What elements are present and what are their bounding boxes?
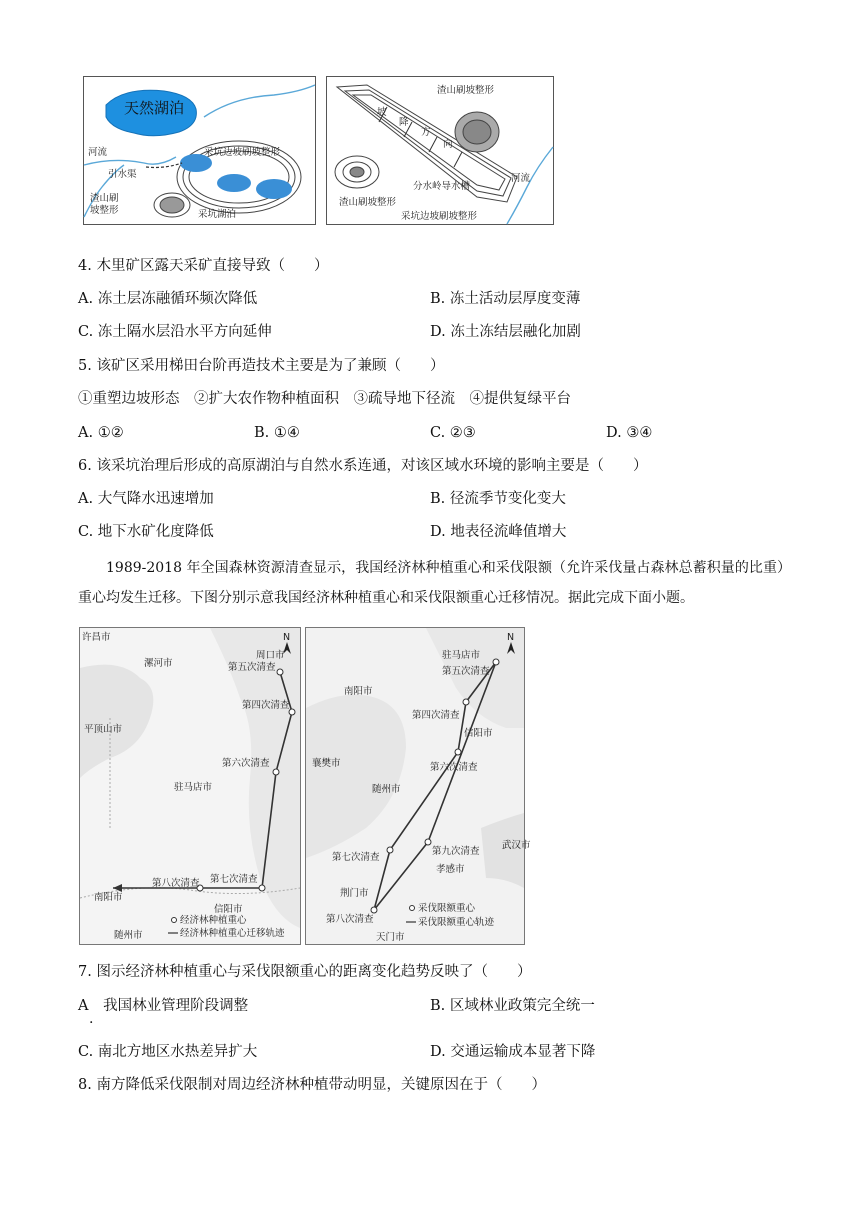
q7-option-a-letter: A (78, 998, 89, 1014)
legend-center-left: 经济林种植重心 (180, 915, 247, 926)
point-5 (277, 669, 283, 675)
city-xinyang-right: 信阳市 (464, 728, 493, 739)
city-jingmen-right: 荆门市 (340, 888, 369, 899)
slag-label-1: 渣山刷 (90, 193, 119, 204)
slope-label: 采坑边坡刷坡整形 (204, 147, 281, 158)
legend-track-left: 经济林种植重心迁移轨迹 (180, 928, 285, 939)
q7-option-a-text: 我国林业管理阶段调整 (103, 998, 249, 1014)
mine-diagram-left (83, 76, 316, 225)
natural-lake-label: 天然湖泊 (124, 99, 185, 117)
q7-option-d[interactable]: D. 交通运输成本显著下降 (430, 1044, 596, 1060)
city-xinyang: 信阳市 (214, 904, 243, 915)
city-tianmen-right: 天门市 (376, 932, 405, 943)
q5-option-a[interactable]: A. ①② (78, 425, 124, 441)
label-survey-6-right: 第六次清查 (430, 762, 478, 773)
city-wuhan-right: 武汉市 (502, 840, 531, 851)
label-survey-7-right: 第七次清查 (332, 852, 380, 863)
q6-option-a[interactable]: A. 大气降水迅速增加 (78, 491, 214, 507)
point-4-right (463, 699, 469, 705)
mine-diagram-right (326, 76, 554, 225)
label-survey-8: 第八次清查 (152, 878, 200, 889)
slope-label-right: 采坑边坡刷坡整形 (401, 211, 478, 222)
legend-track-right: 采伐限额重心轨迹 (418, 917, 495, 928)
city-xiangfan-right: 襄樊市 (312, 758, 341, 769)
dir-char-4: 向 (443, 139, 453, 150)
city-pingdingshan: 平顶山市 (84, 724, 123, 735)
label-survey-8-right: 第八次清查 (326, 914, 374, 925)
q5-stem: 5. 该矿区采用梯田台阶再造技术主要是为了兼顾（ ） (78, 358, 445, 374)
city-zhumadian: 驻马店市 (174, 782, 213, 793)
label-survey-6: 第六次清查 (222, 758, 270, 769)
label-survey-5: 第五次清查 (228, 662, 276, 673)
point-8-right (371, 907, 377, 913)
q4-stem: 4. 木里矿区露天采矿直接导致（ ） (78, 258, 329, 274)
city-suizhou-right: 随州市 (372, 784, 401, 795)
channel-label: 引水渠 (108, 169, 137, 180)
q5-option-c[interactable]: C. ②③ (430, 425, 476, 441)
city-xuchang: 许昌市 (82, 632, 111, 643)
q6-option-b[interactable]: B. 径流季节变化变大 (430, 491, 566, 507)
q5-option-b[interactable]: B. ①④ (254, 425, 300, 441)
river-label: 河流 (88, 147, 108, 158)
city-nanyang: 南阳市 (94, 892, 123, 903)
label-survey-9-right: 第九次清查 (432, 846, 480, 857)
label-survey-4: 第四次清查 (242, 700, 290, 711)
point-4 (289, 709, 295, 715)
label-survey-5-right: 第五次清查 (442, 666, 490, 677)
dir-char-1: 坡 (377, 107, 387, 118)
river-label-right: 河流 (511, 173, 531, 184)
city-luohe: 漯河市 (144, 658, 173, 669)
dir-char-3: 方 (421, 127, 431, 138)
divide-label: 分水岭导水槽 (413, 181, 471, 192)
city-suizhou: 随州市 (114, 930, 143, 941)
q4-option-d[interactable]: D. 冻土冻结层融化加剧 (430, 324, 581, 340)
q6-stem: 6. 该采坑治理后形成的高原湖泊与自然水系连通，对该区域水环境的影响主要是（ ） (78, 458, 648, 474)
slag-top-label: 渣山刷坡整形 (437, 85, 495, 96)
q7-option-a-dot: . (89, 1011, 94, 1027)
city-xiaogan-right: 孝感市 (436, 864, 465, 875)
q7-option-a[interactable] (78, 996, 248, 1016)
q7-stem: 7. 图示经济林种植重心与采伐限额重心的距离变化趋势反映了（ ） (78, 964, 532, 980)
passage: 1989-2018 年全国森林资源清查显示，我国经济林种植重心和采伐限额（允许采伐量占森林总蓄积量的比重）重心均发生迁移。下图分别示意我国经济林种植重心和采伐限额重心迁移情况。据此完成下面小题。 (78, 560, 784, 606)
dir-char-2: 降 (399, 117, 409, 128)
q7-option-b[interactable]: B. 区域林业政策完全统一 (430, 998, 595, 1014)
city-nanyang-right: 南阳市 (344, 686, 373, 697)
q6-option-c[interactable]: C. 地下水矿化度降低 (78, 524, 214, 540)
slag-bottom-label: 渣山刷坡整形 (339, 197, 397, 208)
q6-option-d[interactable]: D. 地表径流峰值增大 (430, 524, 567, 540)
q5-option-d[interactable]: D. ③④ (606, 425, 653, 441)
label-survey-4-right: 第四次清查 (412, 710, 460, 721)
city-zhoukou: 周口市 (256, 650, 285, 661)
q4-option-c[interactable]: C. 冻土隔水层沿水平方向延伸 (78, 324, 272, 340)
q8-stem: 8. 南方降低采伐限制对周边经济林种植带动明显，关键原因在于（ ） (78, 1077, 546, 1093)
north-label-right: N (507, 632, 515, 643)
pit-lake-label: 采坑湖泊 (198, 209, 237, 220)
point-7 (259, 885, 265, 891)
point-7-right (387, 847, 393, 853)
north-label-left: N (283, 632, 291, 643)
label-survey-7: 第七次清查 (210, 874, 258, 885)
q4-option-a[interactable]: A. 冻土层冻融循环频次降低 (78, 291, 258, 307)
city-zhumadian-right: 驻马店市 (442, 650, 481, 661)
point-6-right (455, 749, 461, 755)
forest-center-map-left (79, 627, 301, 945)
slag-label-2: 坡整形 (90, 205, 119, 216)
q7-option-c[interactable]: C. 南北方地区水热差异扩大 (78, 1044, 258, 1060)
point-6 (273, 769, 279, 775)
point-9-right (425, 839, 431, 845)
q5-items: ①重塑边坡形态 ②扩大农作物种植面积 ③疏导地下径流 ④提供复绿平台 (78, 391, 571, 407)
legend-center-right: 采伐限额重心 (418, 903, 476, 914)
q4-option-b[interactable]: B. 冻土活动层厚度变薄 (430, 291, 581, 307)
forest-center-map-right (305, 627, 531, 945)
point-5-right (493, 659, 499, 665)
